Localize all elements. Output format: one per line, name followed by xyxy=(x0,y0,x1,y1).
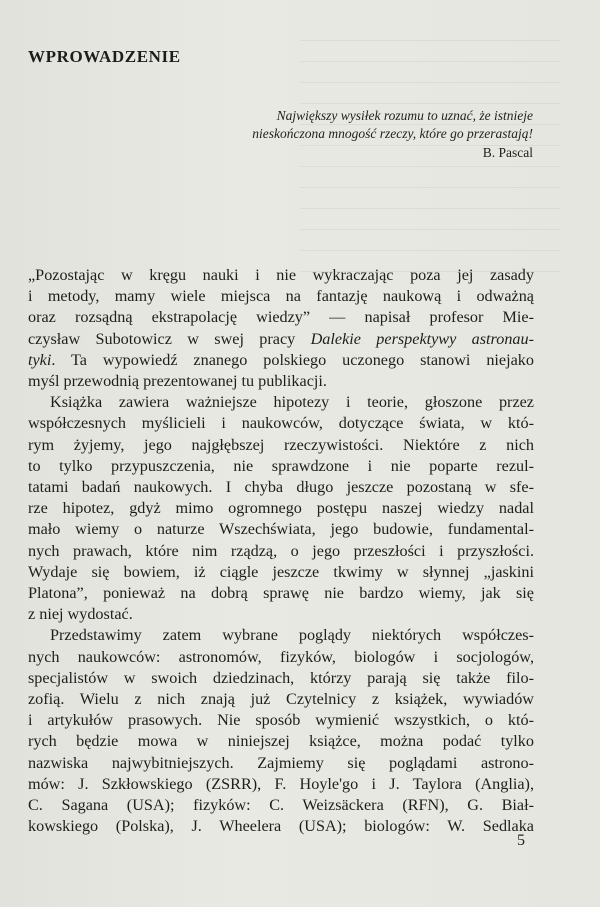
text-line: rym żyjemy, jego najgłębszej rzeczywistości. Niektóre z nich xyxy=(28,435,534,454)
text-line: Wydaje się bowiem, iż ciągle jeszcze tkwimy w słynnej „jaskini xyxy=(28,562,534,581)
text-line: z niej wydostać. xyxy=(28,605,133,624)
text-line: tatami badań naukowych. I chyba długo jeszcze pozostaną w sfe- xyxy=(28,478,534,497)
paragraph-3 xyxy=(28,625,534,837)
epigraph-line: Największy wysiłek rozumu to uznać, że istnieje xyxy=(276,108,533,123)
text-line: rze hipotez, gdyż mimo ogromnego postępu naszej wiedzy nadal xyxy=(28,499,534,518)
epigraph xyxy=(113,107,533,143)
text-line xyxy=(28,350,534,371)
text-line: rych będzie mowa w niniejszej książce, można podać tylko xyxy=(28,732,534,751)
page-number: 5 xyxy=(517,832,525,849)
text-line: Książka zawiera ważniejsze hipotezy i teorie, głoszone przez xyxy=(50,393,534,412)
text-span: . Ta wypowiedź znanego polskiego uczonego stanowi niejako xyxy=(51,350,534,369)
text-line: i metody, mamy wiele miejsca na fantazję naukową i odważną xyxy=(28,287,534,306)
text-line: Platona”, ponieważ na dobrą sprawę nie bardzo wiemy, jak się xyxy=(28,584,534,603)
text-line: współczesnych myślicieli i naukowców, dotyczące świata, w któ- xyxy=(28,414,534,433)
text-line: specjalistów w swoich dziedzinach, którzy parają się także filo- xyxy=(28,668,534,687)
epigraph-author: B. Pascal xyxy=(482,145,533,160)
text-line: oraz rozsądną ekstrapolację wiedzy” — napisał profesor Mie- xyxy=(28,308,534,327)
book-title-italic: Dalekie perspektywy astronau- xyxy=(310,329,534,348)
text-line: i artykułów prasowych. Nie sposób wymienić wszystkich, o któ- xyxy=(28,711,534,730)
text-line: nych naukowców: astronomów, fizyków, biologów i socjologów, xyxy=(28,647,534,666)
text-line: nazwiska najwybitniejszych. Zajmiemy się poglądami astrono- xyxy=(28,753,534,772)
epigraph-line: nieskończona mnogość rzeczy, które go przerastają! xyxy=(252,126,533,141)
text-line: mało wiemy o naturze Wszechświata, jego budowie, fundamental- xyxy=(28,520,534,539)
text-line: Przedstawimy zatem wybrane poglądy niektórych współczes- xyxy=(50,626,534,645)
book-title-italic: tyki xyxy=(28,350,52,369)
paragraph-2 xyxy=(28,392,534,625)
body-text xyxy=(28,265,534,837)
text-line: myśl przewodnią prezentowanej tu publikacji. xyxy=(28,372,327,391)
text-line: C. Sagana (USA); fizyków: C. Weizsäckera (RFN), G. Biał- xyxy=(28,796,534,815)
text-line xyxy=(28,329,534,350)
text-line: nych prawach, które nim rządzą, o jego przeszłości i przyszłości. xyxy=(28,541,534,560)
text-line: to tylko przypuszczenia, nie sprawdzone i nie poparte rezul- xyxy=(28,456,534,475)
text-span: czysław Subotowicz w swej pracy xyxy=(28,329,311,348)
text-line: kowskiego (Polska), J. Wheelera (USA); biologów: W. Sedlaka xyxy=(28,817,534,836)
chapter-heading: WPROWADZENIE xyxy=(28,47,181,66)
text-line: zofią. Wielu z nich znają już Czytelnicy z książek, wywiadów xyxy=(28,690,534,709)
paragraph-1 xyxy=(28,265,534,392)
text-line: mów: J. Szkłowskiego (ZSRR), F. Hoyle'go i J. Taylora (Anglia), xyxy=(28,774,534,793)
text-line: „Pozostając w kręgu nauki i nie wykraczając poza jej zasady xyxy=(28,266,534,284)
